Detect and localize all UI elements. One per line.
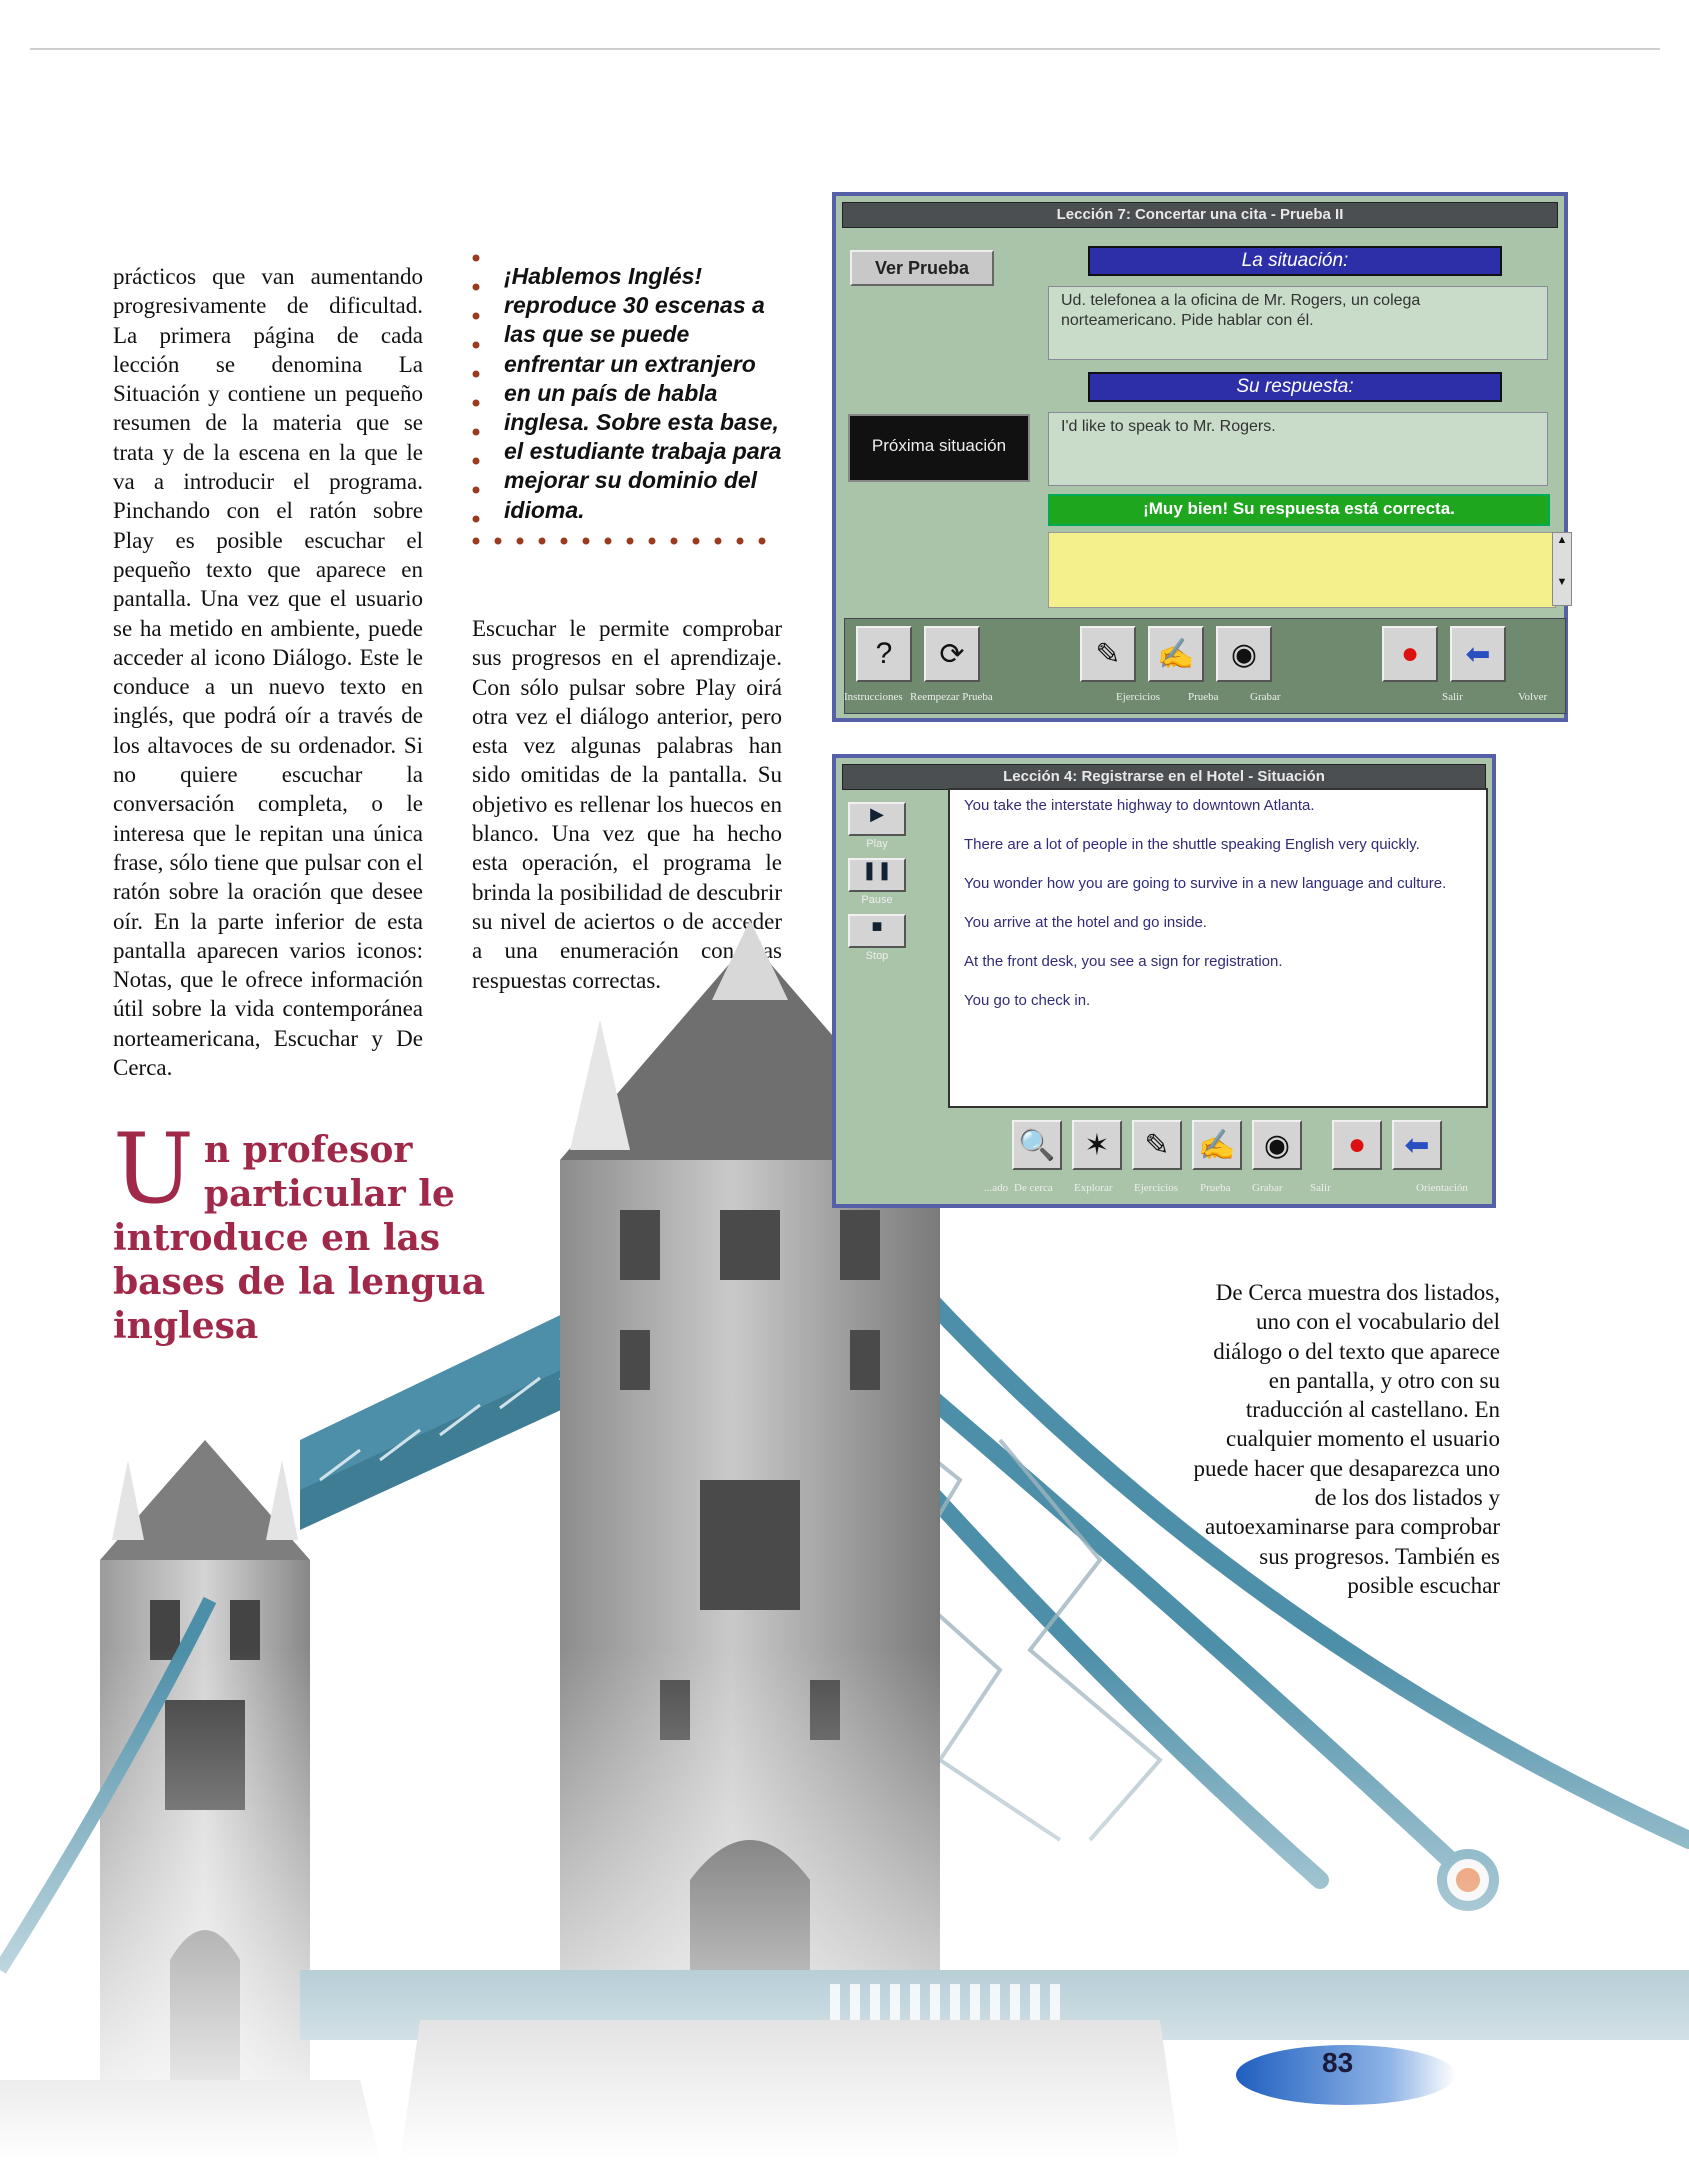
pull-quote-text: ¡Hablemos Inglés! reproduce 30 escenas a las que se puede enfrentar un extranjero en un país de habla inglesa. Sobre esta base, el estudiante trabaja para mejorar su dominio del idioma. [504,263,782,523]
caption-2-0: ...ado [984,1182,1009,1194]
dialogue-line[interactable]: You wonder how you are going to survive in a new language and culture. [964,875,1447,892]
situacion-label: La situación: [1088,246,1502,276]
pause-button[interactable]: ❚❚ [848,858,906,892]
instructions-icon[interactable]: ? [856,626,912,682]
page-number: 83 [1322,2047,1354,2078]
exercises-icon-2[interactable]: ✎ [1132,1120,1182,1170]
caption-2-5: Grabar [1252,1182,1283,1194]
exit-icon-2[interactable]: ● [1332,1120,1382,1170]
exercises-icon[interactable]: ✎ [1080,626,1136,682]
caption-2-3: Ejercicios [1134,1182,1178,1194]
caption-ejercicios: Ejercicios [1116,691,1160,703]
record-icon-2[interactable]: ◉ [1252,1120,1302,1170]
caption-2-7: Orientación [1416,1182,1468,1194]
pull-quote [478,262,788,525]
toolbar-icons-2 [1012,1120,1442,1170]
caption-volver: Volver [1518,691,1548,703]
answer-scrollbar[interactable]: ▲ ▼ [1552,532,1572,606]
screenshot-lesson-7 [832,192,1568,722]
back-icon[interactable]: ⬅ [1450,626,1506,682]
body-text-1: prácticos que van aumentando progresivamente de dificultad. La primera página de cada lección se denomina La Situación y contiene un pequeño resumen de la materia que se trata y de la escena en la que le va a introducir el programa. Pinchando con el ratón sobre Play es posible escuchar el pequeño texto que aparece en pantalla. Una vez que el usuario se ha metido en ambiente, puede acceder al icono Diálogo. Este le conduce a un nuevo texto en inglés, que podrá oír a través de los altavoces de su ordenador. Si no quiere escuchar la conversación completa, o le interesa que le repitan una única frase, sólo tiene que pulsar con el [113,264,423,875]
window-title-2: Lección 4: Registrarse en el Hotel - Situación [842,764,1486,790]
quote-dotted-rule-horizontal [472,536,777,546]
toolbar-icons [856,626,1518,682]
exit-icon[interactable]: ● [1382,626,1438,682]
headline [113,1113,503,1348]
zoom-icon[interactable]: 🔍 [1012,1120,1062,1170]
proxima-situacion-button[interactable] [848,414,1030,482]
caption-2-1: De cerca [1014,1182,1053,1194]
caption-instrucciones: Instrucciones [844,691,903,703]
play-button[interactable]: ▶ [848,802,906,836]
window-title: Lección 7: Concertar una cita - Prueba II [842,202,1558,228]
dialogue-line[interactable]: You arrive at the hotel and go inside. [964,914,1207,931]
dialogue-line[interactable]: You take the interstate highway to downtown Atlanta. [964,797,1315,814]
record-icon[interactable]: ◉ [1216,626,1272,682]
ver-prueba-button[interactable]: Ver Prueba [850,250,994,286]
answer-area [1048,532,1556,608]
body-text-2: Escuchar le permite comprobar sus progresos en el aprendizaje. Con sólo pulsar sobre Play oirá otra vez el diálogo anterior, pero esta vez algunas palabras han sido omitidas de la pantalla. Su objetivo es rellenar los huecos en blanco. Una vez que ha hecho esta operación, el programa le [472,616,782,876]
caption-reempezar: Reempezar Prueba [910,691,993,703]
test-icon[interactable]: ✍ [1148,626,1204,682]
respuesta-input[interactable]: I'd like to speak to Mr. Rogers. [1048,412,1548,486]
headline-text: n profesor particular le introduce en las bases de la lengua inglesa [113,1129,486,1347]
dialogue-line[interactable]: There are a lot of people in the shuttle speaking English very quickly. [964,836,1420,853]
caption-2-4: Prueba [1200,1182,1231,1194]
feedback-bar: ¡Muy bien! Su respuesta está correcta. [1048,494,1550,526]
play-label: Play [866,838,888,850]
caption-prueba: Prueba [1188,691,1219,703]
caption-salir: Salir [1442,691,1463,703]
stop-button[interactable]: ■ [848,914,906,948]
restart-icon[interactable]: ⟳ [924,626,980,682]
caption-2-6: Salir [1310,1182,1331,1194]
dialogue-text-box [948,788,1488,1108]
pause-label: Pause [861,894,893,906]
top-rule [30,48,1660,50]
explore-icon[interactable]: ✶ [1072,1120,1122,1170]
headline-dropcap: U [113,1113,194,1225]
stop-label: Stop [865,950,889,962]
dialogue-line[interactable]: At the front desk, you see a sign for registration. [964,953,1283,970]
dialogue-line[interactable]: You go to check in. [964,992,1091,1009]
body-text-3: De Cerca muestra dos listados, uno con el vocabulario del diálogo o del texto que aparece en pantalla, y otro con su traducción al castellano. En cualquier momento el usuario puede hacer que desaparezca uno de los dos listados y autoexaminarse para comprobar sus progresos. También es posible escuchar [1193,1280,1500,1598]
orientation-icon[interactable]: ⬅ [1392,1120,1442,1170]
respuesta-label: Su respuesta: [1088,372,1502,402]
proxima-label: Próxima situación [871,436,1007,455]
screenshot-lesson-4 [832,754,1496,1208]
test-icon-2[interactable]: ✍ [1192,1120,1242,1170]
caption-grabar: Grabar [1250,691,1281,703]
caption-2-2: Explorar [1074,1182,1113,1194]
body-column-3 [1190,1278,1500,1600]
situacion-text: Ud. telefonea a la oficina de Mr. Rogers, un colega norteamericano. Pide hablar con él. [1048,286,1548,360]
